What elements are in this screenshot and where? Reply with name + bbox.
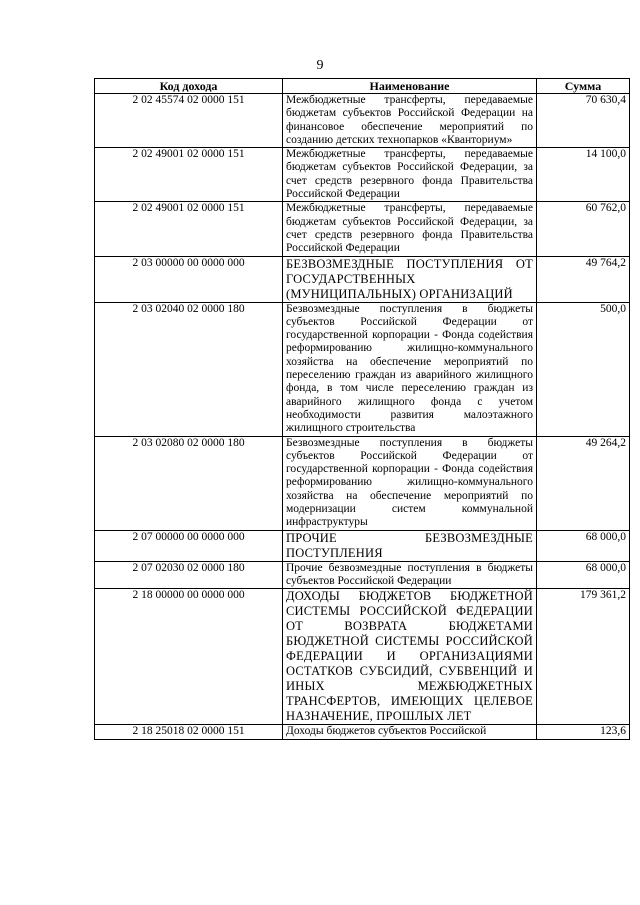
revenue-name-cell: ПРОЧИЕ БЕЗВОЗМЕЗДНЫЕ ПОСТУПЛЕНИЯ	[283, 530, 537, 561]
header-row	[95, 79, 630, 94]
revenue-sum-cell: 49 264,2	[537, 436, 630, 530]
revenue-name-cell: Межбюджетные трансферты, передаваемые бюджетам субъектов Российской Федерации, за счет средств резервного фонда Правительства Российской Федерации	[283, 202, 537, 256]
header-name: Наименование	[283, 79, 537, 94]
revenue-code-cell: 2 02 45574 02 0000 151	[95, 94, 283, 148]
revenue-sum-cell: 123,6	[537, 725, 630, 739]
revenue-code-cell: 2 02 49001 02 0000 151	[95, 148, 283, 202]
revenue-sum-cell: 68 000,0	[537, 561, 630, 589]
revenue-name-cell: Межбюджетные трансферты, передаваемые бюджетам субъектов Российской Федерации на финансовое обеспечение мероприятий по созданию детских технопарков «Кванториум»	[283, 94, 537, 148]
revenue-code-cell: 2 18 00000 00 0000 000	[95, 589, 283, 725]
table-row	[95, 530, 630, 561]
revenue-sum-cell: 14 100,0	[537, 148, 630, 202]
revenue-code-cell: 2 07 00000 00 0000 000	[95, 530, 283, 561]
revenue-sum-cell: 60 762,0	[537, 202, 630, 256]
revenue-name-cell: ДОХОДЫ БЮДЖЕТОВ БЮДЖЕТНОЙ СИСТЕМЫ РОССИЙСКОЙ ФЕДЕРАЦИИ ОТ ВОЗВРАТА БЮДЖЕТАМИ БЮДЖЕТНОЙ СИСТЕМЫ РОССИЙСКОЙ ФЕДЕРАЦИИ И ОРГАНИЗАЦИЯМИ ОСТАТКОВ СУБСИДИЙ, СУБВЕНЦИЙ И ИНЫХ МЕЖБЮДЖЕТНЫХ ТРАНСФЕРТОВ, ИМЕЮЩИХ ЦЕЛЕВОЕ НАЗНАЧЕНИЕ, ПРОШЛЫХ ЛЕТ	[283, 589, 537, 725]
revenue-name-cell: БЕЗВОЗМЕЗДНЫЕ ПОСТУПЛЕНИЯ ОТ ГОСУДАРСТВЕННЫХ (МУНИЦИПАЛЬНЫХ) ОРГАНИЗАЦИЙ	[283, 256, 537, 302]
table-row	[95, 436, 630, 530]
table-row	[95, 589, 630, 725]
table-row	[95, 256, 630, 302]
header-sum: Сумма	[537, 79, 630, 94]
table-row	[95, 202, 630, 256]
table-body	[95, 94, 630, 740]
table-header	[95, 79, 630, 94]
revenue-sum-cell: 70 630,4	[537, 94, 630, 148]
revenue-sum-cell: 179 361,2	[537, 589, 630, 725]
revenue-code-cell: 2 03 00000 00 0000 000	[95, 256, 283, 302]
revenue-name-cell: Безвозмездные поступления в бюджеты субъектов Российской Федерации от государственной корпорации - Фонда содействия реформированию жилищно-коммунального хозяйства на обеспечение мероприятий по модернизации систем коммунальной инфраструктуры	[283, 436, 537, 530]
revenue-sum-cell: 500,0	[537, 302, 630, 436]
table-row	[95, 302, 630, 436]
revenue-code-cell: 2 03 02040 02 0000 180	[95, 302, 283, 436]
revenue-code-cell: 2 07 02030 02 0000 180	[95, 561, 283, 589]
revenue-code-cell: 2 18 25018 02 0000 151	[95, 725, 283, 739]
revenue-name-cell: Межбюджетные трансферты, передаваемые бюджетам субъектов Российской Федерации, за счет средств резервного фонда Правительства Российской Федерации	[283, 148, 537, 202]
page-number: 9	[316, 58, 324, 73]
revenue-sum-cell: 49 764,2	[537, 256, 630, 302]
revenue-code-cell: 2 03 02080 02 0000 180	[95, 436, 283, 530]
revenue-name-cell: Безвозмездные поступления в бюджеты субъектов Российской Федерации от государственной корпорации - Фонда содействия реформированию жилищно-коммунального хозяйства на обеспечение мероприятий по переселению граждан из аварийного жилищного фонда, в том числе переселению граждан из аварийного жилищного фонда с учетом необходимости развития малоэтажного жилищного строительства	[283, 302, 537, 436]
header-code: Код дохода	[95, 79, 283, 94]
table-row	[95, 561, 630, 589]
table-row	[95, 148, 630, 202]
revenue-name-cell: Прочие безвозмездные поступления в бюджеты субъектов Российской Федерации	[283, 561, 537, 589]
revenue-name-cell: Доходы бюджетов субъектов Российской	[283, 725, 537, 739]
revenue-sum-cell: 68 000,0	[537, 530, 630, 561]
revenue-code-cell: 2 02 49001 02 0000 151	[95, 202, 283, 256]
table-row	[95, 94, 630, 148]
table-row	[95, 725, 630, 739]
revenue-table	[94, 78, 630, 740]
